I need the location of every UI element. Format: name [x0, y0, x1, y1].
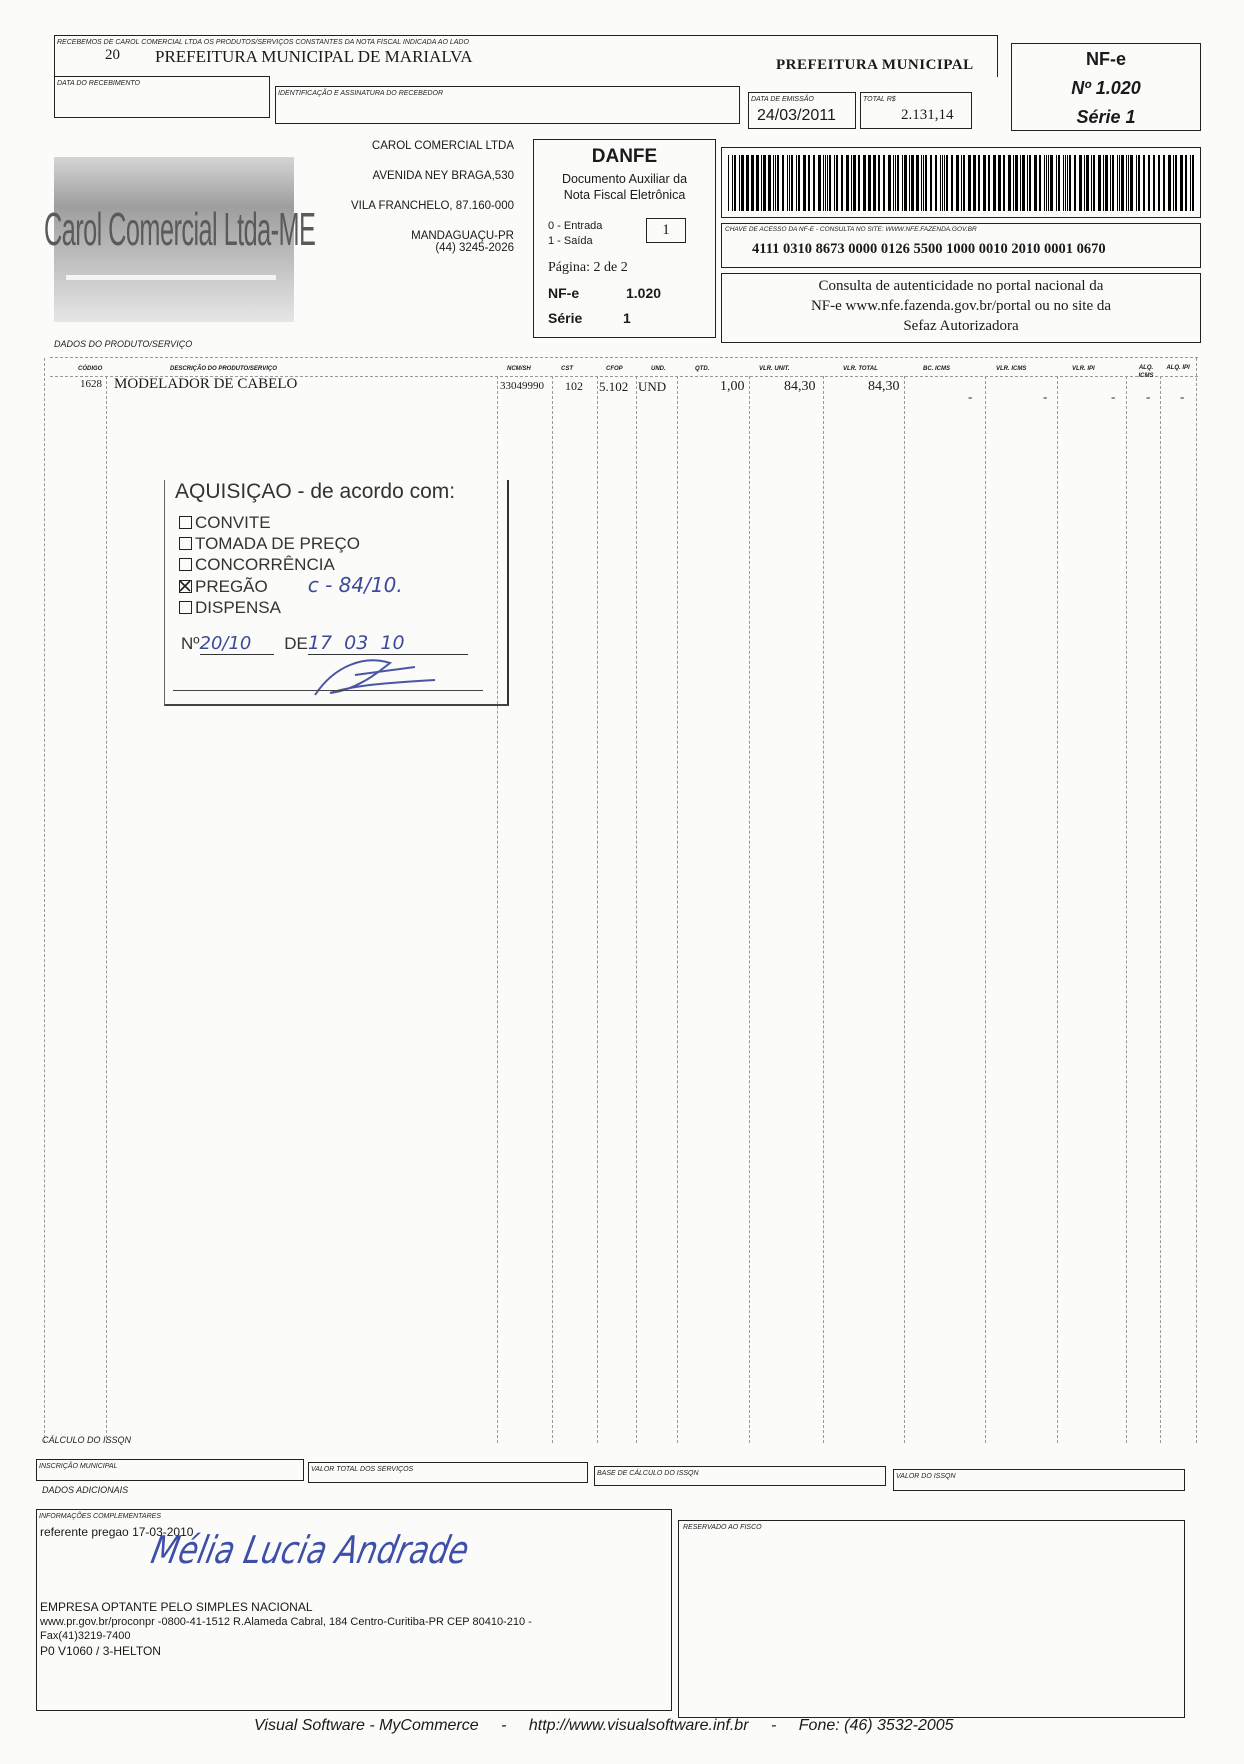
barcode-bar: [873, 155, 876, 211]
barcode-bar: [829, 155, 831, 211]
pregao-note: c - 84/10.: [307, 573, 403, 597]
valor-servicos-label: VALOR TOTAL DOS SERVIÇOS: [311, 1466, 414, 1473]
barcode-bar: [825, 155, 826, 211]
col-alq-ipi: ALQ. IPI: [1166, 365, 1190, 371]
barcode-bar: [988, 155, 990, 211]
cell-codigo: 1628: [80, 378, 102, 390]
danfe-subtitle-2: Nota Fiscal Eletrônica: [563, 188, 686, 202]
cell-vlr-ipi: -: [1111, 389, 1116, 404]
barcode-bar: [1029, 155, 1031, 211]
stamp-signature-line: [173, 690, 483, 691]
barcode-bar: [993, 155, 996, 211]
total-value: 2.131,14: [901, 107, 954, 123]
barcode-bar: [1153, 155, 1155, 211]
barcode-bar: [775, 155, 776, 211]
barcode-bar: [1022, 155, 1025, 211]
stamp-options: [179, 512, 403, 618]
barcode-bar: [909, 155, 910, 211]
barcode-bar: [921, 155, 922, 211]
col-descricao: DESCRIÇÃO DO PRODUTO/SERVIÇO: [170, 366, 277, 372]
col-qtd: QTD.: [695, 366, 710, 372]
barcode-bar: [978, 155, 980, 211]
nfe-serie: Série 1: [1076, 107, 1136, 127]
barcode-bar: [827, 155, 828, 211]
barcode-bar: [930, 155, 932, 211]
code-text: P0 V1060 / 3-HELTON: [40, 1644, 161, 1658]
barcode-bar: [773, 155, 774, 211]
total-box: [860, 92, 972, 129]
data-emissao-box: [748, 92, 856, 129]
barcode-bar: [756, 155, 759, 211]
chave-box: [721, 223, 1201, 268]
checkbox-tomada: [179, 537, 192, 550]
cell-und: UND: [638, 379, 667, 394]
barcode-bar: [1079, 155, 1082, 211]
checkbox-concorrencia: [179, 558, 192, 571]
fax-text: Fax(41)3219-7400: [40, 1630, 131, 1642]
col-vlr-ipi: VLR. IPI: [1072, 366, 1095, 372]
inscricao-label: INSCRIÇÃO MUNICIPAL: [39, 1463, 118, 1470]
stamp-title: AQUISIÇAO - de acordo com:: [175, 480, 456, 503]
barcode-bar: [956, 155, 959, 211]
danfe-serie-label: Série: [548, 310, 583, 326]
danfe-serie-num: 1: [623, 310, 631, 326]
barcode-bar: [858, 155, 860, 211]
col-rule: [106, 376, 107, 1443]
barcode-bar: [923, 155, 924, 211]
barcode-bar: [935, 155, 937, 211]
consulta-box: [721, 273, 1201, 343]
barcode-bar: [746, 155, 749, 211]
barcode-bar: [951, 155, 953, 211]
stamp-option-dispensa: DISPENSA: [179, 597, 403, 618]
cell-cst: 102: [565, 379, 583, 393]
valor-issqn-label: VALOR DO ISSQN: [896, 1473, 956, 1480]
barcode-bar: [895, 155, 896, 211]
stamp-signature: [295, 645, 455, 705]
destinatario-name: PREFEITURA MUNICIPAL: [776, 57, 974, 73]
cell-cfop: 5.102: [599, 379, 629, 394]
col-rule: [1126, 376, 1127, 1443]
data-emissao-value: 24/03/2011: [757, 107, 836, 124]
barcode-bar: [768, 155, 771, 211]
stamp-option-tomada: TOMADA DE PREÇO: [179, 533, 403, 554]
issqn-section-label: CÁLCULO DO ISSQN: [42, 1435, 132, 1445]
barcode-bar: [888, 155, 891, 211]
barcode-bar: [868, 155, 871, 211]
danfe-saida: 1 - Saída: [548, 235, 593, 247]
col-rule: [904, 376, 905, 1443]
danfe-nfe-num: 1.020: [626, 285, 662, 301]
adicionais-section-label: DADOS ADICIONAIS: [42, 1485, 129, 1495]
barcode-bar: [823, 155, 824, 211]
barcode-bar: [1136, 155, 1137, 211]
chave-value: 4111 0310 8673 0000 0126 5500 1000 0010 2010 0001 0670: [752, 241, 1106, 257]
cell-alq-ipi: -: [1180, 389, 1185, 404]
barcode-bar: [1034, 155, 1037, 211]
barcode-bar: [846, 155, 849, 211]
products-top-rule: [50, 357, 1198, 358]
barcode-bar: [853, 155, 856, 211]
barcode-bar: [1110, 155, 1111, 211]
col-vlr-total: VLR. TOTAL: [843, 366, 878, 372]
barcode-bar: [961, 155, 962, 211]
emitter-city: MANDAGUAÇU-PR: [411, 230, 514, 242]
stamp-de-label: DE: [284, 634, 308, 653]
barcode-bar: [878, 155, 880, 211]
barcode-bar: [1138, 155, 1140, 211]
footer-sep: -: [501, 1717, 507, 1734]
barcode-bar: [1086, 155, 1089, 211]
barcode-bar: [841, 155, 843, 211]
stamp-option-concorrencia: CONCORRÊNCIA: [179, 554, 403, 575]
footer-url[interactable]: http://www.visualsoftware.inf.br: [528, 1717, 749, 1734]
barcode-bar: [732, 155, 733, 211]
cell-vlr-icms: -: [1043, 389, 1048, 404]
stamp-option-pregao: PREGÃO c - 84/10.: [179, 575, 403, 597]
total-label: TOTAL R$: [863, 96, 896, 103]
barcode-bar: [863, 155, 866, 211]
barcode-bar: [1119, 155, 1120, 211]
col-rule: [1196, 358, 1197, 1443]
cell-descricao: MODELADOR DE CABELO: [114, 376, 298, 392]
danfe-box: [533, 139, 716, 338]
logo-text: Carol Comercial Ltda-ME: [44, 203, 316, 255]
barcode-bar: [1126, 155, 1127, 211]
barcode-bar: [1103, 155, 1104, 211]
inscricao-field[interactable]: [36, 1459, 304, 1481]
footer-sep: -: [770, 1717, 777, 1734]
barcode-bar: [1039, 155, 1041, 211]
col-cst: CST: [561, 366, 573, 372]
data-recebimento-field[interactable]: [54, 76, 270, 118]
cell-qtd: 1,00: [720, 379, 745, 394]
barcode-bar: [942, 155, 943, 211]
barcode-bar: [1084, 155, 1085, 211]
barcode-bar: [787, 155, 788, 211]
col-rule: [552, 376, 553, 1443]
footer: [254, 1717, 954, 1735]
col-alq-icms: ALQ. ICMS: [1138, 365, 1154, 379]
recipient-name: PREFEITURA MUNICIPAL DE MARIALVA: [155, 47, 473, 66]
col-codigo: CÓDIGO: [78, 366, 103, 372]
barcode-bar: [1093, 155, 1095, 211]
emitter-district: VILA FRANCHELO, 87.160-000: [351, 200, 514, 212]
barcode-bar: [1020, 155, 1021, 211]
barcode-bar: [1180, 155, 1183, 211]
barcode-bar: [1185, 155, 1187, 211]
barcode-bar: [893, 155, 894, 211]
danfe-tipo: 1: [662, 222, 670, 238]
reservado-fisco-box: [678, 1520, 1185, 1718]
col-rule: [749, 376, 750, 1443]
cell-vlr-total: 84,30: [868, 379, 900, 394]
emitter-name: CAROL COMERCIAL LTDA: [371, 140, 514, 152]
signature: Mélia Lucia Andrade: [147, 1528, 473, 1572]
barcode-bar: [1121, 155, 1124, 211]
barcode-bar: [1050, 155, 1053, 211]
data-emissao-label: DATA DE EMISSÃO: [751, 96, 814, 103]
barcode-bar: [897, 155, 899, 211]
barcode-bar: [751, 155, 754, 211]
col-und: UND.: [651, 366, 666, 372]
barcode-bar: [1163, 155, 1165, 211]
barcode-bar: [1130, 155, 1133, 211]
valor-issqn-field[interactable]: [893, 1469, 1185, 1491]
barcode-bar: [798, 155, 800, 211]
danfe-title: DANFE: [591, 146, 658, 167]
col-rule: [597, 376, 598, 1443]
barcode-bar: [1148, 155, 1150, 211]
danfe-nfe-label: NF-e: [548, 285, 580, 301]
barcode-bar: [1173, 155, 1174, 211]
barcode-bar: [777, 155, 779, 211]
stamp-date: 17 03 10: [308, 632, 468, 655]
barcode-bar: [1003, 155, 1005, 211]
col-rule: [677, 376, 678, 1443]
barcode-bar: [940, 155, 941, 211]
barcode-bar: [902, 155, 903, 211]
col-ncm: NCM/SH: [507, 366, 531, 372]
footer-fone: Fone: (46) 3532-2005: [798, 1717, 954, 1734]
barcode-bar: [1008, 155, 1011, 211]
cell-alq-icms: -: [1146, 389, 1151, 404]
barcode-bar: [925, 155, 927, 211]
barcode-bar: [983, 155, 986, 211]
reservado-fisco-label: RESERVADO AO FISCO: [683, 1524, 762, 1531]
barcode-bar: [1046, 155, 1047, 211]
info-complementares-box: [36, 1509, 672, 1711]
barcode-bar: [1143, 155, 1145, 211]
barcode-bar: [734, 155, 736, 211]
info-complementares-label: INFORMAÇÕES COMPLEMENTARES: [39, 1513, 161, 1520]
col-rule: [1057, 376, 1058, 1443]
barcode-bar: [998, 155, 1001, 211]
products-section-label: DADOS DO PRODUTO/SERVIÇO: [54, 339, 193, 349]
emitter-address: AVENIDA NEY BRAGA,530: [372, 170, 514, 182]
emitter-block: [300, 140, 514, 254]
nfe-numero: Nº 1.020: [1071, 78, 1141, 98]
col-rule: [985, 376, 986, 1443]
footer-software: Visual Software - MyCommerce: [254, 1717, 479, 1734]
danfe-entrada: 0 - Entrada: [548, 220, 603, 232]
checkbox-convite: [179, 516, 192, 529]
logo-stripe: [66, 275, 276, 280]
danfe-subtitle-1: Documento Auxiliar da: [561, 172, 688, 186]
barcode-bar: [1015, 155, 1018, 211]
chave-label: CHAVE DE ACESSO DA NF-E - CONSULTA NO SITE: WWW.NFE.FAZENDA.GOV.BR: [725, 226, 977, 233]
stamp-numero: 20/10: [200, 633, 274, 655]
cell-vlr-unit: 84,30: [784, 379, 816, 394]
procon-text: www.pr.gov.br/proconpr -0800-41-1512 R.Alameda Cabral, 184 Centro-Curitiba-PR CEP 80410-210 -: [40, 1616, 532, 1628]
valor-servicos-field[interactable]: [308, 1462, 588, 1483]
barcode-bar: [834, 155, 835, 211]
checkbox-dispensa: [179, 601, 192, 614]
barcode-bar: [739, 155, 740, 211]
cell-bc-icms: -: [968, 389, 973, 404]
barcode-bar: [968, 155, 971, 211]
data-recebimento-label: DATA DO RECEBIMENTO: [57, 80, 140, 87]
barcode-bar: [1091, 155, 1092, 211]
stamp-option-convite: CONVITE: [179, 512, 403, 533]
barcode-bar: [796, 155, 797, 211]
barcode-bar: [1044, 155, 1045, 211]
col-vlr-unit: VLR. UNIT.: [759, 366, 790, 372]
barcode-bar: [883, 155, 885, 211]
identificacao-field[interactable]: [275, 86, 740, 124]
barcode-bar: [1056, 155, 1057, 211]
col-rule: [823, 376, 824, 1443]
barcode-bar: [836, 155, 838, 211]
base-calculo-label: BASE DE CÁLCULO DO ISSQN: [597, 1470, 699, 1477]
barcode-bar: [973, 155, 976, 211]
barcode-bar: [1067, 155, 1068, 211]
barcode-bar: [1074, 155, 1076, 211]
barcode-bar: [946, 155, 948, 211]
barcode-bar: [1105, 155, 1108, 211]
barcode-bar: [1058, 155, 1060, 211]
barcode-bar: [1013, 155, 1014, 211]
receipt-header-label: RECEBEMOS DE CAROL COMERCIAL LTDA OS PRODUTOS/SERVIÇOS CONSTANTES DA NOTA FISCAL INDICADA AO LADO: [57, 39, 469, 46]
empresa-text: EMPRESA OPTANTE PELO SIMPLES NACIONAL: [40, 1600, 313, 1614]
emitter-phone: (44) 3245-2026: [435, 242, 514, 254]
company-logo: [44, 157, 316, 322]
identificacao-label: IDENTIFICAÇÃO E ASSINATURA DO RECEBEDOR: [278, 90, 444, 97]
barcode-bar: [1168, 155, 1171, 211]
barcode-bar: [789, 155, 790, 211]
recipient-prefix: 20: [105, 47, 120, 63]
col-bc-icms: BC. ICMS: [923, 366, 950, 372]
col-cfop: CFOP: [606, 366, 623, 372]
nfe-title: NF-e: [1086, 49, 1126, 69]
referente-text: referente pregao 17-03-2010: [40, 1525, 194, 1539]
barcode-bar: [851, 155, 852, 211]
barcode-bar: [1098, 155, 1101, 211]
col-rule: [636, 376, 637, 1443]
barcode-bar: [1069, 155, 1071, 211]
barcode-bar: [1128, 155, 1129, 211]
barcode-bar: [916, 155, 919, 211]
barcode-bar: [813, 155, 815, 211]
col-rule: [44, 358, 45, 1443]
barcode-box: [721, 147, 1201, 218]
consulta-line-2: NF-e www.nfe.fazenda.gov.br/portal ou no site da: [810, 298, 1112, 314]
barcode-bar: [1190, 155, 1191, 211]
barcode-bar: [944, 155, 945, 211]
barcode-bar: [1175, 155, 1177, 211]
barcode-bar: [1063, 155, 1064, 211]
nfe-number-box: [1011, 43, 1201, 131]
barcode-bar: [1192, 155, 1194, 211]
barcode-bar: [808, 155, 810, 211]
barcode-bar: [761, 155, 762, 211]
barcode-bar: [963, 155, 965, 211]
danfe-pagina: Página: 2 de 2: [548, 260, 628, 275]
consulta-line-1: Consulta de autenticidade no portal nacional da: [818, 278, 1104, 294]
barcode-bar: [791, 155, 793, 211]
barcode-bar: [911, 155, 914, 211]
barcode-bar: [741, 155, 744, 211]
barcode-bar: [1117, 155, 1118, 211]
barcode-bar: [782, 155, 784, 211]
col-vlr-icms: VLR. ICMS: [996, 366, 1027, 372]
checkbox-pregao-checked: [179, 580, 192, 593]
barcode-bar: [1112, 155, 1114, 211]
cell-ncm: 33049990: [500, 380, 544, 392]
stamp-numero-prefix: Nº: [181, 634, 200, 653]
barcode-bar: [1065, 155, 1066, 211]
barcode-bar: [728, 155, 729, 211]
barcode-bar: [1027, 155, 1028, 211]
col-rule: [1160, 376, 1161, 1443]
barcode-bar: [1048, 155, 1049, 211]
barcode-bar: [904, 155, 907, 211]
barcode-bar: [818, 155, 821, 211]
danfe-tipo-box: [646, 218, 686, 243]
barcode: [728, 155, 1196, 211]
barcode-bar: [803, 155, 806, 211]
barcode-bar: [763, 155, 766, 211]
barcode-bar: [1158, 155, 1160, 211]
acquisition-stamp: [164, 480, 509, 706]
base-calculo-field[interactable]: [594, 1466, 886, 1486]
consulta-line-3: Sefaz Autorizadora: [903, 318, 1019, 334]
